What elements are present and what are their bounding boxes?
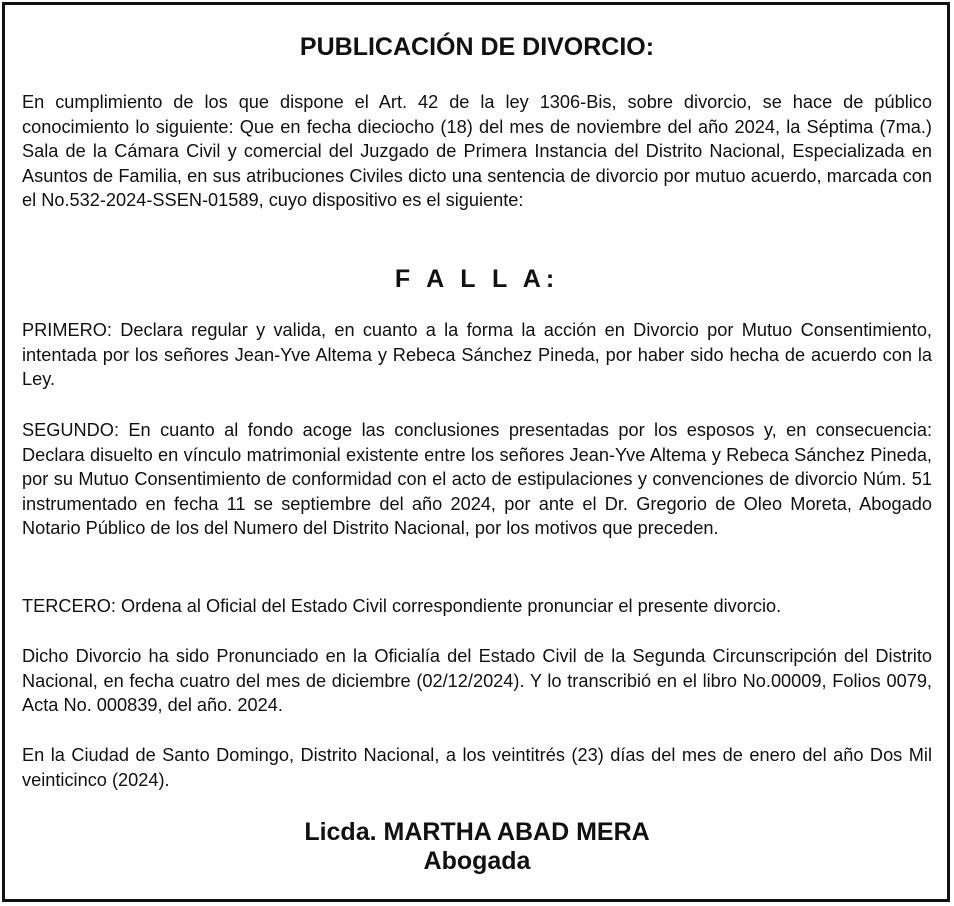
notice-frame bbox=[2, 2, 950, 902]
notice-title: PUBLICACIÓN DE DIVORCIO: bbox=[299, 33, 655, 61]
segundo-paragraph: SEGUNDO: En cuanto al fondo acoge las conclusiones presentadas por los esposos y, en consecuencia: Declara disuelto en vínculo matrimonial existente entre los señores Jean-Yve Altema y Rebeca Sánchez Pineda, por su Mutuo Consentimiento de conformidad con el acto de estipulaciones y convenciones de divorcio Núm. 51 instrumentado en fecha 11 se septiembre del año 2024, por ante el Dr. Gregorio de Oleo Moreta, Abogado Notario Público de los del Numero del Distrito Nacional, por los motivos que preceden. bbox=[22, 420, 932, 538]
closing-paragraph: En la Ciudad de Santo Domingo, Distrito Nacional, a los veintitrés (23) días del mes de enero del año Dos Mil veinticinco (2024). bbox=[22, 745, 932, 790]
signature-title: Abogada bbox=[423, 847, 531, 875]
intro-paragraph: En cumplimiento de los que dispone el Art. 42 de la ley 1306-Bis, sobre divorcio, se hace de público conocimiento lo siguiente: Que en fecha dieciocho (18) del mes de noviembre del año 2024, la Séptima (7ma.) Sala de la Cámara Civil y comercial del Juzgado de Primera Instancia del Distrito Nacional, Especializada en Asuntos de Familia, en sus atribuciones Civiles dicto una sentencia de divorcio por mutuo acuerdo, marcada con el No.532-2024-SSEN-01589, cuyo dispositivo es el siguiente: bbox=[22, 92, 932, 210]
signature-name: Licda. MARTHA ABAD MERA bbox=[304, 818, 650, 846]
tercero-paragraph: TERCERO: Ordena al Oficial del Estado Civil correspondiente pronunciar el presente divorcio. bbox=[22, 596, 782, 616]
falla-heading: F A L L A: bbox=[394, 265, 560, 293]
pronunciado-paragraph: Dicho Divorcio ha sido Pronunciado en la Oficialía del Estado Civil de la Segunda Circunscripción del Distrito Nacional, en fecha cuatro del mes de diciembre (02/12/2024). Y lo transcribió en el libro No.00009, Folios 0079, Acta No. 000839, del año. 2024. bbox=[22, 646, 932, 715]
primero-paragraph: PRIMERO: Declara regular y valida, en cuanto a la forma la acción en Divorcio por Mutuo Consentimiento, intentada por los señores Jean-Yve Altema y Rebeca Sánchez Pineda, por haber sido hecha de acuerdo con la Ley. bbox=[22, 320, 932, 389]
